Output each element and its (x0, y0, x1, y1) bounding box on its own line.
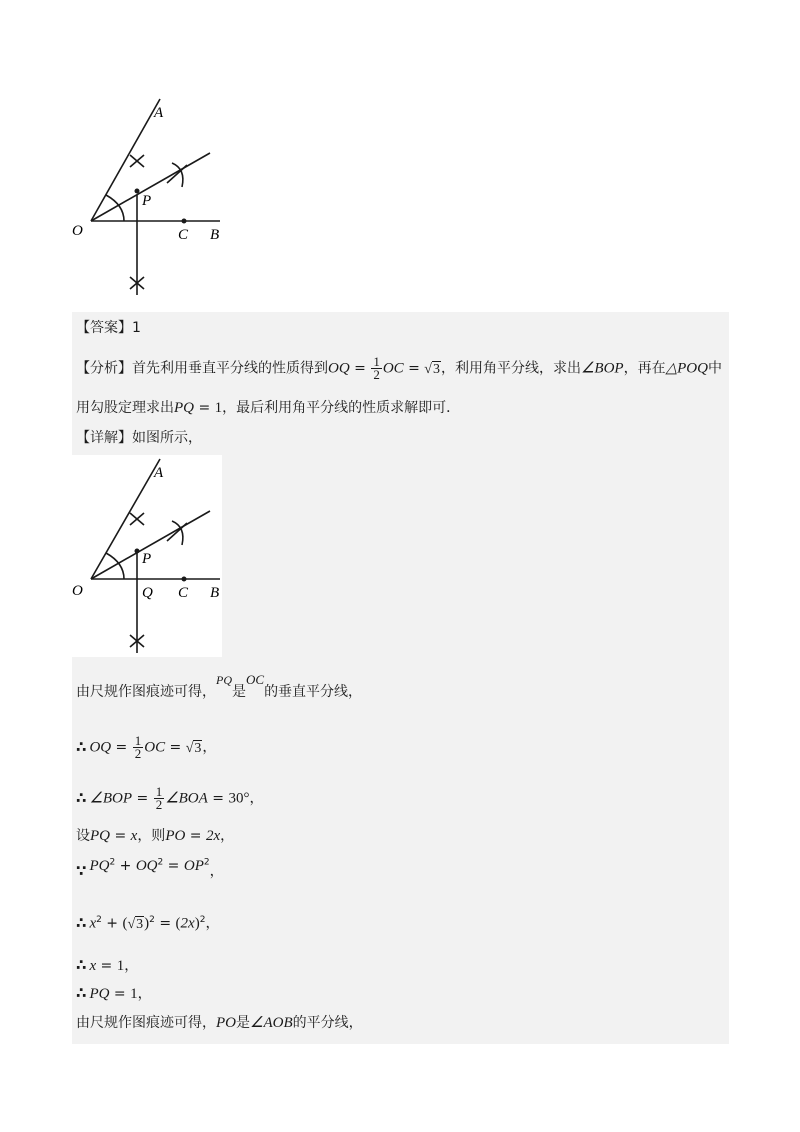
bisector-ray (91, 153, 210, 221)
answer-value: 1 (132, 320, 141, 336)
step-oq-value: ∴ OQ = $\frac{1}{2}$ OC = √3， (76, 733, 217, 761)
step-pythagoras: ∵ $PQ^2 + OQ^2 = OP^2$， (76, 857, 224, 880)
point-p (135, 189, 140, 194)
analysis-line-1: 【分析】首先利用垂直平分线的性质得到OQ = $\frac{1}{2}$ OC = √3，利用角平分线，求出∠BOP，再在△POQ中 (76, 354, 722, 382)
arc-crossing (172, 163, 183, 187)
step-equation: ∴ $x^2 + (√3)^2 = (2x)^2$， (76, 913, 220, 932)
analysis-tag: 【分析】 (76, 360, 132, 377)
detail-tag: 【详解】 (76, 430, 132, 446)
label-o: O (72, 583, 83, 599)
construction-figure-2 (72, 455, 232, 665)
label-q: Q (142, 585, 153, 601)
label-a: A (154, 465, 164, 481)
answer-line (76, 318, 141, 338)
step-angle-bop: ∴ ∠BOP = $\frac{1}{2}$ ∠BOA = 30°， (76, 784, 264, 812)
step-perpendicular-bisector: 由尺规作图痕迹可得，PQ是OC的垂直平分线， (76, 672, 363, 700)
answer-tag: 【答案】 (76, 320, 132, 336)
label-a: A (154, 105, 164, 121)
step-x-equals: ∴ x = 1， (76, 956, 139, 974)
step-let-x: 设PQ = x，则PO = 2x， (76, 828, 235, 844)
point-p (135, 549, 140, 554)
step-pq-equals: ∴ PQ = 1， (76, 984, 152, 1002)
step-angle-bisector: 由尺规作图痕迹可得，PO是∠AOB的平分线， (76, 1015, 363, 1031)
point-c (182, 577, 187, 582)
label-p: P (142, 551, 152, 567)
analysis-line-2: 用勾股定理求出PQ = 1，最后利用角平分线的性质求解即可． (76, 400, 461, 416)
detail-line: 【详解】如图所示， (76, 430, 202, 446)
label-c: C (178, 585, 189, 601)
label-p: P (142, 193, 152, 209)
construction-figure-1 (72, 95, 232, 305)
label-o: O (72, 223, 83, 239)
arc-crossing (172, 521, 183, 545)
label-c: C (178, 227, 189, 243)
bisector-ray (91, 511, 210, 579)
label-b: B (210, 227, 220, 243)
label-b: B (210, 585, 220, 601)
point-c (182, 219, 187, 224)
